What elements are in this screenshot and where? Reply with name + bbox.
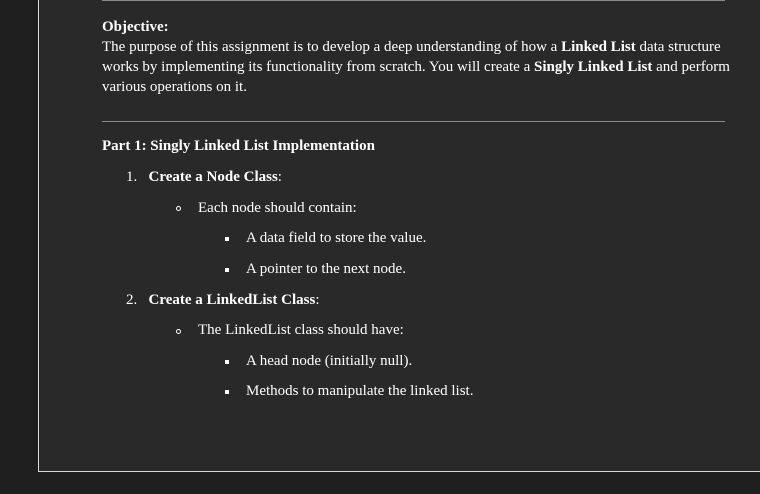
objective-section (102, 17, 732, 97)
step-1-suffix: : (277, 169, 282, 185)
step-2-sub: The LinkedList class should have: (198, 322, 404, 338)
part1-heading: Part 1: Singly Linked List Implementation (102, 138, 375, 154)
square-bullet-icon (225, 390, 229, 394)
step-2-item-2: Methods to manipulate the linked list. (246, 383, 474, 399)
objective-heading: Objective: (102, 19, 169, 35)
step-1-number: 1. (126, 169, 138, 185)
objective-bold-linked-list: Linked List (561, 39, 636, 55)
section-divider (102, 121, 725, 122)
objective-paragraph (102, 39, 730, 95)
top-divider (102, 0, 725, 1)
step-1-item-1: A data field to store the value. (246, 230, 427, 246)
step-2-title: Create a LinkedList Class (148, 292, 316, 308)
square-bullet-icon (225, 268, 229, 272)
objective-text-1: The purpose of this assignment is to develop a deep understanding of how a (102, 39, 562, 55)
step-1-sub: Each node should contain: (198, 200, 357, 216)
objective-bold-singly-linked-list: Singly Linked List (534, 59, 653, 75)
square-bullet-icon (225, 360, 229, 364)
circle-bullet-icon (176, 329, 181, 334)
step-1-title: Create a Node Class (148, 169, 278, 185)
step-2-item-1: A head node (initially null). (246, 353, 413, 369)
objective-text-3: and perform various operations on it. (102, 59, 730, 95)
step-2 (126, 290, 320, 310)
step-2-number: 2. (126, 292, 138, 308)
step-1-item-2: A pointer to the next node. (246, 261, 406, 277)
objective-text-2: data structure works by implementing its functionality from scratch. You will create a (102, 39, 721, 75)
step-2-suffix: : (315, 292, 320, 308)
step-1 (126, 167, 282, 187)
document-panel (38, 0, 760, 472)
square-bullet-icon (225, 237, 229, 241)
circle-bullet-icon (176, 206, 181, 211)
